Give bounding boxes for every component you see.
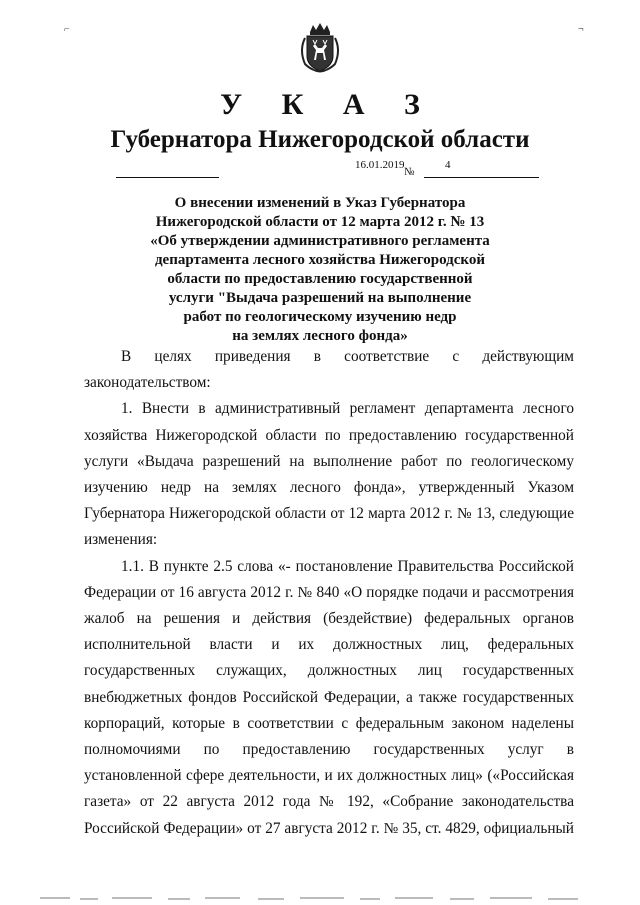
decree-title: У К А З xyxy=(220,88,436,121)
coat-of-arms-icon xyxy=(297,22,343,74)
body-line: 1.1. В пункте 2.5 слова «- постановление Правительства Российской xyxy=(121,557,574,575)
body-line: изучению недр на землях лесного фонда», утвержденный Указом xyxy=(84,479,574,497)
body-line: изменения: xyxy=(84,531,158,549)
body-line: внебюджетных фондов Российской Федерации, а также государственных xyxy=(84,688,574,706)
body-line: Российской Федерации» от 27 августа 2012 г. № 35, ст. 4829, официальный xyxy=(84,819,574,837)
subject-line: области по предоставлению государственной xyxy=(167,271,473,287)
scan-mark-right: ¬ xyxy=(578,24,584,35)
number-line xyxy=(424,177,539,178)
body-line: газета» от 22 августа 2012 года № 192, «Собрание законодательства xyxy=(84,793,574,811)
body-line: Федерации от 16 августа 2012 г. № 840 «О порядке подачи и рассмотрения xyxy=(84,583,574,601)
decree-subject xyxy=(150,194,490,346)
subject-line: работ по геологическому изучению недр xyxy=(183,309,457,325)
body-line: законодательством: xyxy=(84,374,211,392)
subject-line: департамента лесного хозяйства Нижегородской xyxy=(154,252,486,268)
decree-body xyxy=(84,344,574,842)
body-line: корпораций, которые в соответствии с федеральным законом наделены xyxy=(84,714,574,732)
body-line: В целях приведения в соответствие с действующим xyxy=(121,348,574,365)
body-line: полномочиями по предоставлению государственных услуг в xyxy=(84,741,574,759)
body-line: государственных служащих, должностных лиц государственных xyxy=(84,662,574,680)
decree-date: 16.01.2019 xyxy=(355,159,405,171)
subject-line: на землях лесного фонда» xyxy=(232,328,408,344)
body-line: установленной сфере деятельности, и их должностных лиц» («Российская xyxy=(84,767,574,785)
subject-line: «Об утверждении административного регламента xyxy=(150,233,490,249)
scan-mark-left: ⌐ xyxy=(64,24,70,35)
subject-line: услуги "Выдача разрешений на выполнение xyxy=(168,290,472,306)
body-line: хозяйства Нижегородской области по предоставлению государственной xyxy=(84,426,574,444)
body-line: 1. Внести в административный регламент департамента лесного xyxy=(121,400,574,418)
subject-line: О внесении изменений в Указ Губернатора xyxy=(174,195,466,211)
body-line: услуги «Выдача разрешений на выполнение работ по геологическому xyxy=(84,452,574,470)
number-sign: № xyxy=(404,166,415,178)
decree-number: 4 xyxy=(445,159,451,171)
subject-line: Нижегородской области от 12 марта 2012 г. № 13 xyxy=(155,214,485,230)
body-line: исполнительной власти и их должностных лиц, федеральных xyxy=(84,636,574,654)
scan-noise-strip xyxy=(0,893,640,905)
issuer-title: Губернатора Нижегородской области xyxy=(110,126,530,153)
body-line: Губернатора Нижегородской области от 12 марта 2012 г. № 13, следующие xyxy=(84,505,574,523)
body-line: жалоб на решения и действия (бездействие) федеральных органов xyxy=(84,610,574,628)
left-signature-line xyxy=(116,177,219,178)
